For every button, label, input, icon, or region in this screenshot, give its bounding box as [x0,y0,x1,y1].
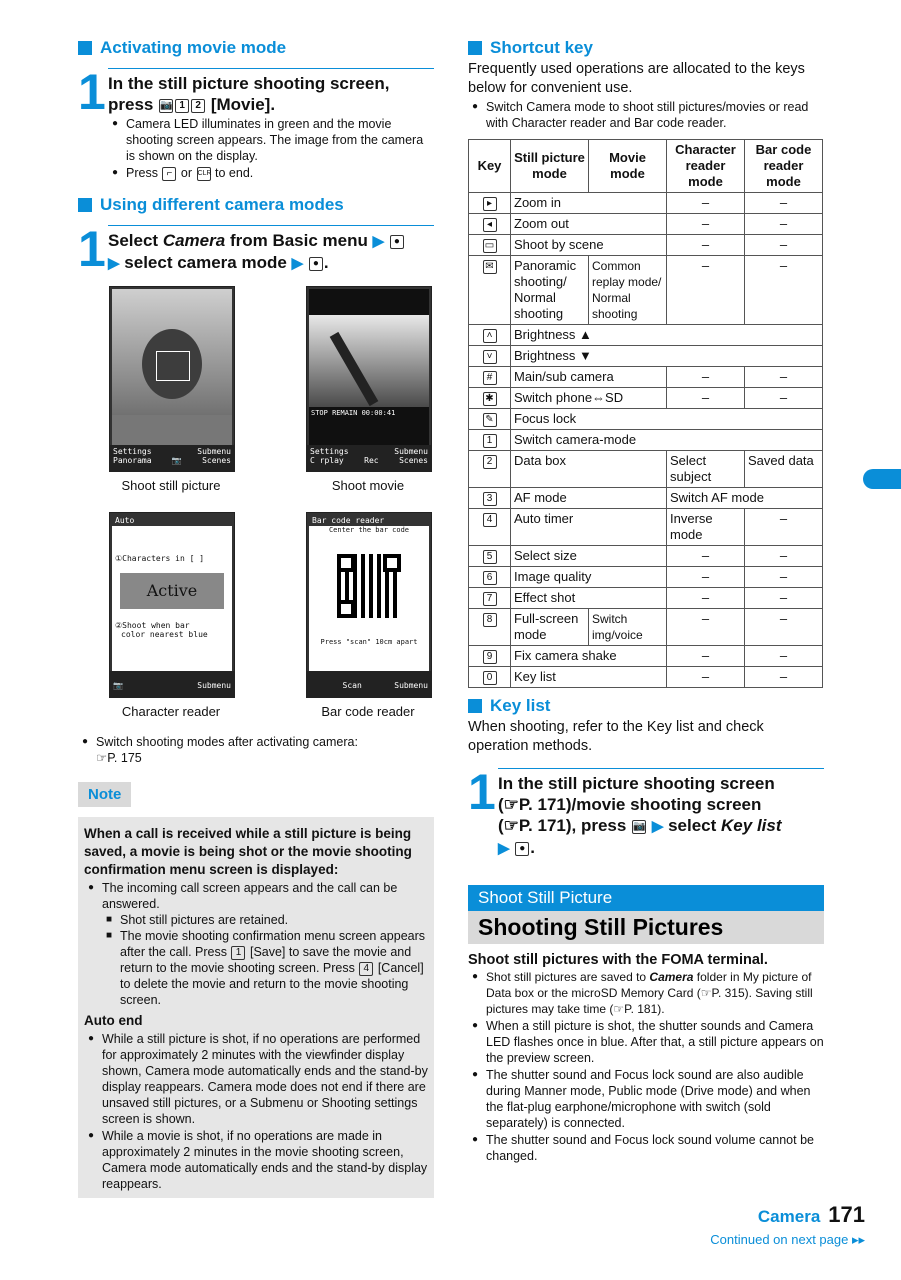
screen-shoot-movie [306,286,432,472]
note-lead: When a call is received while a still picture is being saved, a movie is being shot or the movie shooting confirmation menu screen is displayed: [84,826,412,877]
key-icon: 4 [483,513,497,527]
softkey-bar: Settings Submenu Panorama 📷 Scenes [110,445,234,471]
shoot-bullet-saved: ● Shot still pictures are saved to Camera folder in My picture of Data box or the microSD Memory Card (☞P. 315). Saving still pictures may take time (☞P. 181). [468,969,824,1017]
table-key-cell [469,388,511,409]
banner-shoot-still-picture: Shoot Still Picture [468,885,824,911]
page-footer [710,1202,865,1248]
section-title-camera-modes: Using different camera modes [78,193,434,217]
table-key-cell [469,235,511,256]
table-key-cell [469,214,511,235]
step-rule [108,225,434,226]
softkey-bar: Scan Submenu [307,671,431,697]
table-cell: – [667,367,745,388]
table-row [469,430,823,451]
bullet-press-to-end: ● Press ⌐ or CLR to end. [108,165,434,181]
table-row [469,214,823,235]
clr-key-icon: CLR [197,167,211,181]
shortcut-table [468,139,823,688]
reader-screen: Bar code reader Center the bar code Press "scan" 10cm apart [309,515,429,671]
table-cell: – [745,214,823,235]
camera-key-icon: 📷 [633,820,646,832]
arrow-right-icon: ▶ [498,840,510,857]
key-1-icon: 1 [175,99,189,113]
table-cell: – [745,667,823,688]
table-cell: Brightness ▲ [511,325,823,346]
table-row [469,256,823,325]
softkey-bar: 📷 Submenu [110,671,234,697]
key-icon: ✱ [483,392,497,406]
table-row [469,193,823,214]
key-icon: 5 [483,550,497,564]
key-icon: 1 [483,434,497,448]
table-cell: – [745,546,823,567]
table-row [469,546,823,567]
camera-key-icon: 📷 [160,99,173,111]
footer-category: Camera [757,1207,821,1226]
center-key-icon: ● [515,842,529,856]
screen-character-reader [109,512,235,698]
section-square-icon [78,41,92,55]
note-box [78,817,434,1198]
table-key-cell [469,488,511,509]
qr-code-icon [337,554,401,618]
header-still: Still picture mode [511,140,589,193]
table-cell: – [745,646,823,667]
shortcut-bullet: ● Switch Camera mode to shoot still pictures/movies or read with Character reader and Bar code reader. [468,99,824,131]
bullet-switch-modes: ● Switch shooting modes after activating camera: ☞P. 175 [78,734,434,766]
table-cell: – [667,646,745,667]
table-cell: Select subject [667,451,745,488]
section-square-icon [468,41,482,55]
table-cell: – [667,546,745,567]
table-row [469,367,823,388]
table-cell: – [667,235,745,256]
shoot-bullet-shutter: ● When a still picture is shot, the shutter sounds and Camera LED flashes once in blue. After that, a still picture appears on the preview screen. [468,1018,824,1066]
table-key-cell [469,509,511,546]
table-row [469,409,823,430]
table-cell: – [667,214,745,235]
table-cell: – [745,256,823,325]
header-movie: Movie mode [589,140,667,193]
key-icon: 3 [483,492,497,506]
table-key-cell [469,409,511,430]
shoot-bullet-volume: ● The shutter sound and Focus lock sound volume cannot be changed. [468,1132,824,1164]
table-key-cell [469,546,511,567]
table-row [469,646,823,667]
section-title-shortcut: Shortcut key [468,36,824,60]
key-icon: 2 [483,455,497,469]
arrow-right-icon: ▶ [372,233,385,250]
table-key-cell [469,667,511,688]
side-index-tab [863,469,901,489]
section-square-icon [78,198,92,212]
table-key-cell [469,588,511,609]
key-icon: 7 [483,592,497,606]
key-4-icon: 4 [359,962,373,976]
table-cell: – [667,609,745,646]
table-key-cell [469,646,511,667]
note-auto-end-heading: Auto end [84,1013,143,1028]
shoot-lead: Shoot still pictures with the FOMA terminal. [468,952,768,968]
table-cell: Panoramic shooting/ Normal shooting [511,256,589,325]
note-sub-confirmation: ■ The movie shooting confirmation menu screen appears after the call. Press 1 [Save] to save the movie and return to the movie shooting screen. Press 4 [Cancel] to delete the movie and return to the movie shooting screen. [84,928,428,1008]
table-key-cell [469,367,511,388]
shortcut-table-body [469,193,823,688]
center-key-icon: ● [390,235,404,249]
table-cell: Zoom out [511,214,667,235]
viewfinder-image: STOP REMAIN 00:00:41 [309,289,429,445]
table-key-cell [469,325,511,346]
header-key: Key [469,140,511,193]
key-icon: 0 [483,671,497,685]
step-number: 1 [468,764,496,820]
table-cell: – [745,367,823,388]
step-activate-movie [78,64,434,181]
table-cell: Switch phone⇔SD [511,388,667,409]
table-row [469,667,823,688]
step-number: 1 [78,221,106,277]
key-icon: ✎ [483,413,497,427]
table-key-cell [469,430,511,451]
table-cell: Switch AF mode [667,488,823,509]
key-icon: ˄ [483,329,497,343]
table-key-cell [469,609,511,646]
reader-screen: Auto ①Characters in [ ] Active ②Shoot when bar color nearest blue [112,515,232,671]
header-bar: Bar code reader mode [745,140,823,193]
key-1-icon: 1 [231,946,245,960]
table-cell: – [745,193,823,214]
table-cell: – [745,588,823,609]
key-icon: ▸ [483,197,497,211]
table-key-cell [469,451,511,488]
key-icon: 8 [483,613,497,627]
caption-shoot-still: Shoot still picture [121,478,221,493]
end-call-key-icon: ⌐ [162,167,176,181]
table-cell: Brightness ▼ [511,346,823,367]
table-cell: – [745,509,823,546]
table-cell: Image quality [511,567,667,588]
keylist-intro: When shooting, refer to the Key list and check operation methods. [468,719,764,754]
page-number: 171 [828,1202,865,1227]
table-key-cell [469,256,511,325]
table-row [469,346,823,367]
camera-softkey-icon: 📷 [113,681,123,690]
table-cell: Shoot by scene [511,235,667,256]
table-cell: – [667,667,745,688]
key-icon: ✉ [483,260,497,274]
caption-character-reader: Character reader [121,704,221,719]
continued-link[interactable]: Continued on next page ▸▸ [710,1232,865,1247]
table-cell: – [667,567,745,588]
table-cell: Full-screen mode [511,609,589,646]
table-cell: Select size [511,546,667,567]
table-cell: Zoom in [511,193,667,214]
table-cell: Focus lock [511,409,823,430]
viewfinder-image [112,289,232,445]
table-row [469,609,823,646]
step-select-camera-mode [78,221,434,277]
camera-mode-screens [78,286,434,726]
note-auto-end-still: ● While a still picture is shot, if no operations are performed for approximately 2 minutes with the viewfinder display shown, Camera mode automatically ends and the stand-by display reappears. Camera mode does not end if there are unsaved still pictures, or a Submenu or Shooting settings screen is shown. [84,1031,428,1127]
key-2-icon: 2 [191,99,205,113]
screen-barcode-reader [306,512,432,698]
table-cell: Switch img/voice [589,609,667,646]
table-cell: Inverse mode [667,509,745,546]
arrow-right-icon: ▶ [108,255,120,272]
section-square-icon [468,699,482,713]
table-key-cell [469,567,511,588]
step-heading: In the still picture shooting screen, press 📷 1 2 [Movie]. [108,74,390,114]
table-cell: Switch camera-mode [511,430,823,451]
table-cell: – [667,256,745,325]
table-key-cell [469,346,511,367]
table-cell: – [745,235,823,256]
key-icon: ◂ [483,218,497,232]
camera-softkey-icon: 📷 [171,456,182,465]
table-header-row [469,140,823,193]
banner-shooting-still-pictures: Shooting Still Pictures [468,911,824,944]
note-bullet-incoming-call: ● The incoming call screen appears and the call can be answered. [84,880,428,912]
table-row [469,588,823,609]
step-heading: In the still picture shooting screen (☞P. 171)/movie shooting screen (☞P. 171), press 📷 ▶ select Key list ▶ ● . [498,774,782,857]
step-number: 1 [78,64,106,120]
arrow-right-icon: ▶ [291,255,304,272]
table-cell: Effect shot [511,588,667,609]
table-cell: Main/sub camera [511,367,667,388]
key-icon: 9 [483,650,497,664]
caption-shoot-movie: Shoot movie [331,478,405,493]
table-row [469,567,823,588]
caption-barcode-reader: Bar code reader [321,704,415,719]
right-column [468,36,824,1164]
step-key-list [468,764,824,859]
left-column [78,36,434,1198]
center-key-icon: ● [309,257,323,271]
step-rule [108,68,434,69]
table-row [469,325,823,346]
table-row [469,451,823,488]
table-cell: Fix camera shake [511,646,667,667]
note-auto-end-movie: ● While a movie is shot, if no operations are made in approximately 2 minutes in the movie shooting screen, Camera mode automatically ends and the stand-by display reappears. [84,1128,428,1192]
table-row [469,509,823,546]
key-icon: 6 [483,571,497,585]
table-cell: Common replay mode/ Normal shooting [589,256,667,325]
step-heading: Select Camera from Basic menu ▶ ● ▶ select camera mode ▶ ● . [108,230,434,274]
table-cell: – [667,588,745,609]
step-rule [498,768,824,769]
softkey-bar: Settings Submenu C rplay Rec Scenes [307,445,431,471]
table-cell: Auto timer [511,509,667,546]
note-sub-retained: ■ Shot still pictures are retained. [84,912,428,928]
table-row [469,388,823,409]
table-cell: Saved data [745,451,823,488]
table-cell: – [745,609,823,646]
table-cell: Data box [511,451,667,488]
note-tab: Note [78,782,131,807]
table-cell: Key list [511,667,667,688]
shoot-bullet-manner: ● The shutter sound and Focus lock sound are also audible during Manner mode, Public mode (Drive mode) and when the flat-plug earphone/microphone with switch (sold separately) is connected. [468,1067,824,1131]
bullet-camera-led: ● Camera LED illuminates in green and the movie shooting screen appears. The image from the camera is shown on the display. [108,116,434,164]
key-icon: # [483,371,497,385]
key-icon: ▭ [483,239,497,253]
section-title-activating-movie: Activating movie mode [78,36,434,60]
table-cell: – [745,388,823,409]
shortcut-intro: Frequently used operations are allocated to the keys below for convenient use. [468,61,805,96]
header-char: Character reader mode [667,140,745,193]
section-title-key-list: Key list [468,694,824,718]
key-icon: ˅ [483,350,497,364]
table-row [469,235,823,256]
screen-shoot-still [109,286,235,472]
table-cell: – [667,193,745,214]
table-cell: – [745,567,823,588]
table-row [469,488,823,509]
table-cell: AF mode [511,488,667,509]
table-key-cell [469,193,511,214]
arrow-right-icon: ▶ [651,818,664,835]
table-cell: – [667,388,745,409]
